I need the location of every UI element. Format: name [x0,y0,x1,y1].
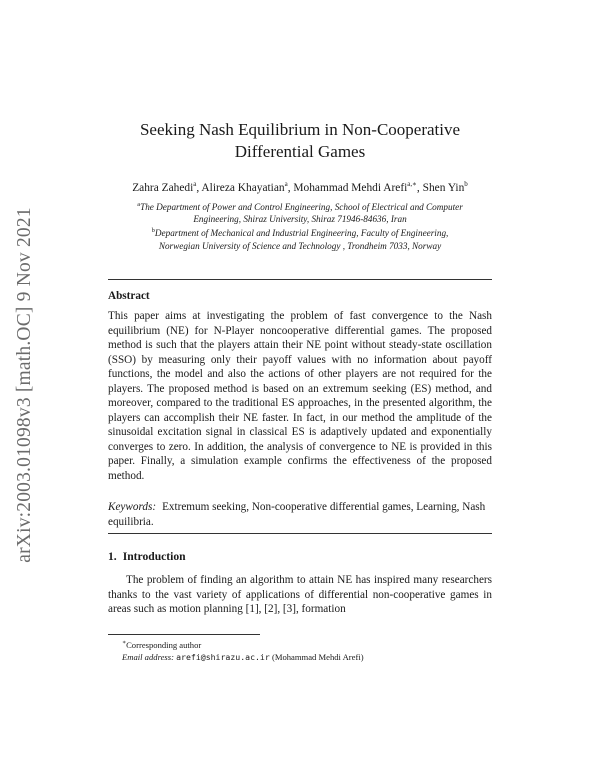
author-mark: b [464,180,468,188]
section-number: 1. [108,550,117,563]
email-owner: (Mohammad Mehdi Arefi) [271,651,364,662]
author-mark: a,∗ [407,180,417,188]
author-mark: a [193,180,197,188]
title-line-2: Differential Games [234,142,366,161]
footnotes [122,637,364,663]
author-name: Alireza Khayatian [201,181,285,194]
affiliation-b-line1: Department of Mechanical and Industrial Engineering, Faculty of Engineering, [154,228,449,239]
affiliation-a-line1: The Department of Power and Control Engineering, School of Electrical and Computer [140,202,463,213]
keywords-text: Extremum seeking, Non-cooperative differential games, Learning, Nash equilibria. [108,501,486,528]
keywords [108,500,492,529]
corresponding-author-note [122,637,364,651]
paper-title [108,119,492,163]
affiliation-a-line2: Engineering, Shiraz University, Shiraz 71946-84636, Iran [193,214,407,225]
abstract-heading: Abstract [108,290,150,302]
author-mark: a [284,180,288,188]
affiliation-b [100,225,500,251]
affiliation-mark: b [151,227,155,235]
author-name: Shen Yin [422,181,465,194]
email-note [122,651,364,663]
footnote-rule [108,634,260,635]
author-name: Zahra Zahedi [132,181,194,194]
affiliation-b-line2: Norwegian University of Science and Technology , Trondheim 7033, Norway [158,240,442,251]
section-title: Introduction [122,550,186,563]
introduction-text: The problem of finding an algorithm to attain NE has inspired many researchers thanks to the vast variety of applications of differential non-cooperative games in areas such as motion planning [1], [2], [3], formation [108,574,492,616]
affiliations [100,199,500,252]
keywords-label: Keywords: [108,501,157,513]
author-name: Mohammad Mehdi Arefi [293,181,408,194]
affiliation-mark: a [137,201,141,208]
author-list: Zahra Zahedi$^a$, Alireza Khayatian$^a$, Mohammad Mehdi Arefi$^{a,∗}$, Shen Yin$^b$ [132,180,468,194]
footnote-mark: ∗ [122,640,127,646]
title-line-1: Seeking Nash Equilibrium in Non-Cooperative [139,120,461,139]
affiliation-a [100,199,500,225]
abstract-top-rule [108,279,492,280]
section-heading [108,550,186,563]
corresponding-author-text: Corresponding author [126,639,202,650]
abstract-bottom-rule [108,533,492,534]
abstract-text: This paper aims at investigating the problem of fast convergence to the Nash equilibrium (NE) for N-Player noncooperative differential games. The proposed method is such that the players attain their NE point without steady-state oscillation (SSO) by measuring only their payoff values with no information about payoff functions, the model and also the actions of other players are not required for the players. The proposed method is based on an extremum seeking (ES) method, and moreover, compared to the traditional ES approaches, in the presented algorithm, the players can accomplish their NE faster. In fact, in our method the amplitude of the sinusoidal excitation signal in classical ES is adaptively updated and exponentially converges to zero. In addition, the analysis of convergence to NE is provided in this paper. Finally, a simulation example confirms the effectiveness of the proposed method. [108,310,492,482]
email-address[interactable]: arefi@shirazu.ac.ir [176,651,270,662]
arxiv-stamp [14,200,36,570]
arxiv-identifier: arXiv:2003.01098v3 [math.OC] 9 Nov 2021 [14,207,35,563]
email-label: Email address: [122,651,174,662]
